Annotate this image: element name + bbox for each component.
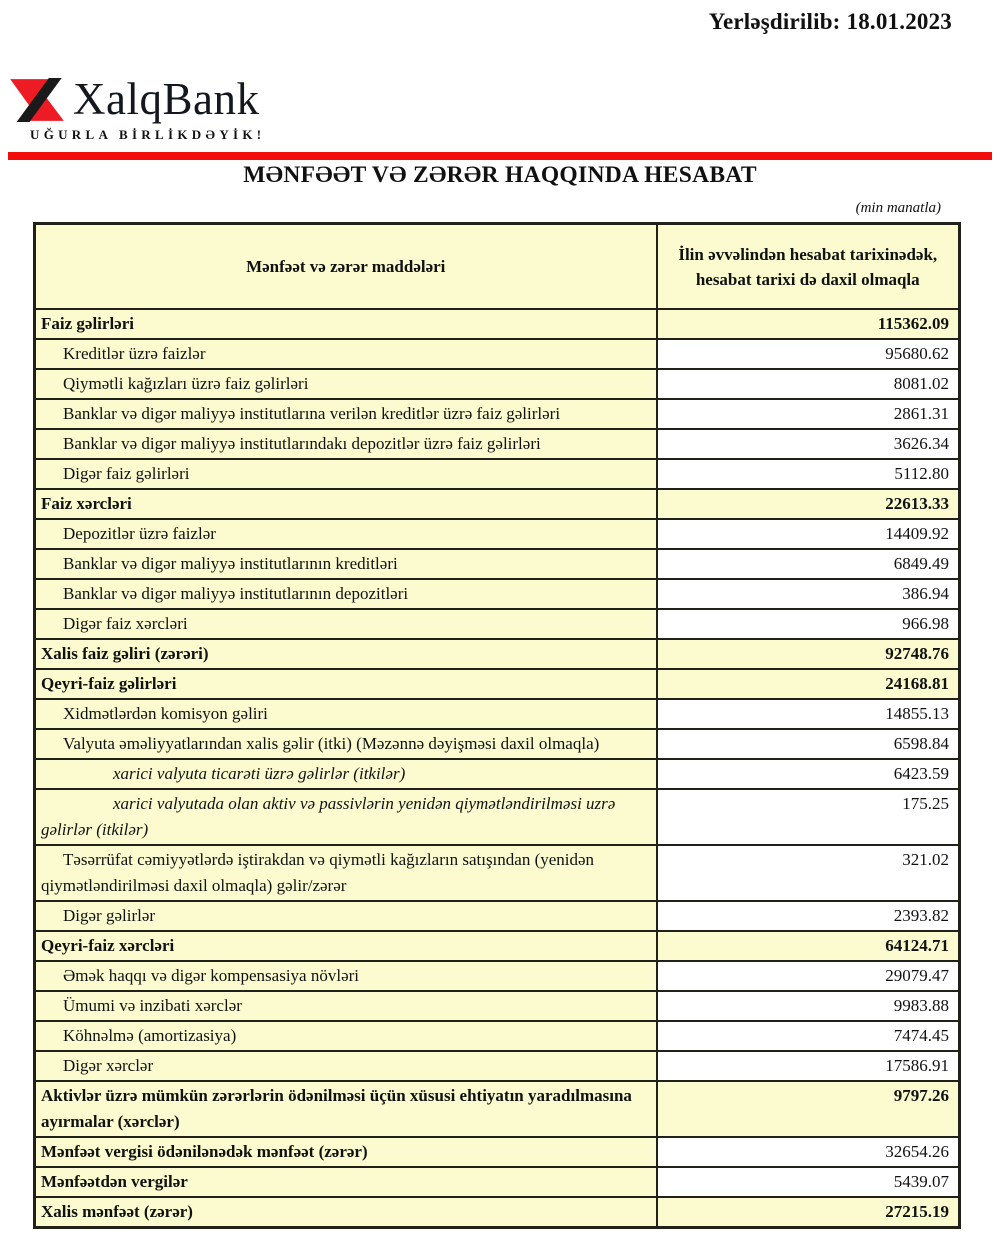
table-row	[35, 931, 960, 961]
row-value: 14855.13	[657, 699, 960, 729]
row-value: 6598.84	[657, 729, 960, 759]
table-header-row	[35, 224, 960, 310]
table-row	[35, 1021, 960, 1051]
row-label: Faiz gəlirləri	[35, 309, 657, 339]
row-value: 27215.19	[657, 1197, 960, 1228]
row-label: Qiymətli kağızları üzrə faiz gəlirləri	[35, 369, 657, 399]
row-label: Xalis mənfəət (zərər)	[35, 1197, 657, 1228]
table-row	[35, 399, 960, 429]
xalqbank-x-icon	[10, 78, 64, 122]
row-value: 3626.34	[657, 429, 960, 459]
table-row	[35, 845, 960, 901]
table-row	[35, 699, 960, 729]
row-label: Təsərrüfat cəmiyyətlərdə iştirakdan və qiymətli kağızların satışından (yenidən qiymətləndirilməsi daxil olmaqla) gəlir/zərər	[35, 845, 657, 901]
bank-logo	[10, 76, 259, 122]
posted-date: Yerləşdirilib: 18.01.2023	[708, 9, 952, 34]
row-value: 64124.71	[657, 931, 960, 961]
table-row	[35, 991, 960, 1021]
row-label: Digər gəlirlər	[35, 901, 657, 931]
row-value: 6423.59	[657, 759, 960, 789]
row-value: 2861.31	[657, 399, 960, 429]
row-label: Banklar və digər maliyyə institutlarının kreditləri	[35, 549, 657, 579]
row-label: Digər faiz gəlirləri	[35, 459, 657, 489]
table-row	[35, 789, 960, 845]
row-label: Digər xərclər	[35, 1051, 657, 1081]
table-row	[35, 961, 960, 991]
row-value: 95680.62	[657, 339, 960, 369]
row-value: 8081.02	[657, 369, 960, 399]
row-label: Xidmətlərdən komisyon gəliri	[35, 699, 657, 729]
table-row	[35, 519, 960, 549]
row-value: 17586.91	[657, 1051, 960, 1081]
row-label: Aktivlər üzrə mümkün zərərlərin ödənilməsi üçün xüsusi ehtiyatın yaradılmasına ayırmalar (xərclər)	[35, 1081, 657, 1137]
table-row	[35, 1137, 960, 1167]
row-value: 9983.88	[657, 991, 960, 1021]
row-label: Valyuta əməliyyatlarından xalis gəlir (itki) (Məzənnə dəyişməsi daxil olmaqla)	[35, 729, 657, 759]
row-label: xarici valyuta ticarəti üzrə gəlirlər (itkilər)	[35, 759, 657, 789]
table-row	[35, 1197, 960, 1228]
row-value: 22613.33	[657, 489, 960, 519]
pnl-table-body	[35, 309, 960, 1228]
bank-brand-name: XalqBank	[73, 74, 260, 124]
row-label: Mənfəət vergisi ödənilənədək mənfəət (zərər)	[35, 1137, 657, 1167]
row-value: 386.94	[657, 579, 960, 609]
row-value: 92748.76	[657, 639, 960, 669]
row-label: Kreditlər üzrə faizlər	[35, 339, 657, 369]
row-label: Faiz xərcləri	[35, 489, 657, 519]
table-row	[35, 369, 960, 399]
table-row	[35, 1081, 960, 1137]
header-period-column: İlin əvvəlindən hesabat tarixinədək, hesabat tarixi də daxil olmaqla	[657, 224, 960, 310]
table-row	[35, 579, 960, 609]
table-row	[35, 459, 960, 489]
row-label: Banklar və digər maliyyə institutlarının depozitləri	[35, 579, 657, 609]
row-label: xarici valyutada olan aktiv və passivlərin yenidən qiymətləndirilməsi uzrə gəlirlər (itkilər)	[35, 789, 657, 845]
row-label: Banklar və digər maliyyə institutlarındakı depozitlər üzrə faiz gəlirləri	[35, 429, 657, 459]
row-label: Xalis faiz gəliri (zərəri)	[35, 639, 657, 669]
table-row	[35, 669, 960, 699]
row-value: 7474.45	[657, 1021, 960, 1051]
row-label: Qeyri-faiz gəlirləri	[35, 669, 657, 699]
row-label: Ümumi və inzibati xərclər	[35, 991, 657, 1021]
bank-tagline: UĞURLA BİRLİKDƏYİK!	[30, 127, 266, 142]
row-value: 24168.81	[657, 669, 960, 699]
table-row	[35, 429, 960, 459]
table-row	[35, 1167, 960, 1197]
red-divider-rule	[8, 152, 992, 160]
row-value: 2393.82	[657, 901, 960, 931]
row-label: Digər faiz xərcləri	[35, 609, 657, 639]
row-value: 115362.09	[657, 309, 960, 339]
row-value: 14409.92	[657, 519, 960, 549]
row-value: 321.02	[657, 845, 960, 901]
report-title: MƏNFƏƏT VƏ ZƏRƏR HAQQINDA HESABAT	[243, 162, 757, 188]
row-value: 29079.47	[657, 961, 960, 991]
table-row	[35, 729, 960, 759]
table-row	[35, 1051, 960, 1081]
table-row	[35, 549, 960, 579]
row-label: Depozitlər üzrə faizlər	[35, 519, 657, 549]
unit-note: (min manatla)	[855, 200, 941, 216]
table-row	[35, 309, 960, 339]
table-row	[35, 489, 960, 519]
table-row	[35, 609, 960, 639]
table-row	[35, 639, 960, 669]
row-label: Əmək haqqı və digər kompensasiya növləri	[35, 961, 657, 991]
row-value: 175.25	[657, 789, 960, 845]
row-label: Köhnəlmə (amortizasiya)	[35, 1021, 657, 1051]
row-value: 966.98	[657, 609, 960, 639]
header-items-column: Mənfəət və zərər maddələri	[35, 224, 657, 310]
row-value: 5112.80	[657, 459, 960, 489]
row-value: 5439.07	[657, 1167, 960, 1197]
row-label: Banklar və digər maliyyə institutlarına verilən kreditlər üzrə faiz gəlirləri	[35, 399, 657, 429]
row-label: Qeyri-faiz xərcləri	[35, 931, 657, 961]
table-row	[35, 759, 960, 789]
row-value: 9797.26	[657, 1081, 960, 1137]
pnl-table	[33, 222, 961, 1229]
row-value: 32654.26	[657, 1137, 960, 1167]
row-label: Mənfəətdən vergilər	[35, 1167, 657, 1197]
row-value: 6849.49	[657, 549, 960, 579]
table-row	[35, 901, 960, 931]
table-row	[35, 339, 960, 369]
